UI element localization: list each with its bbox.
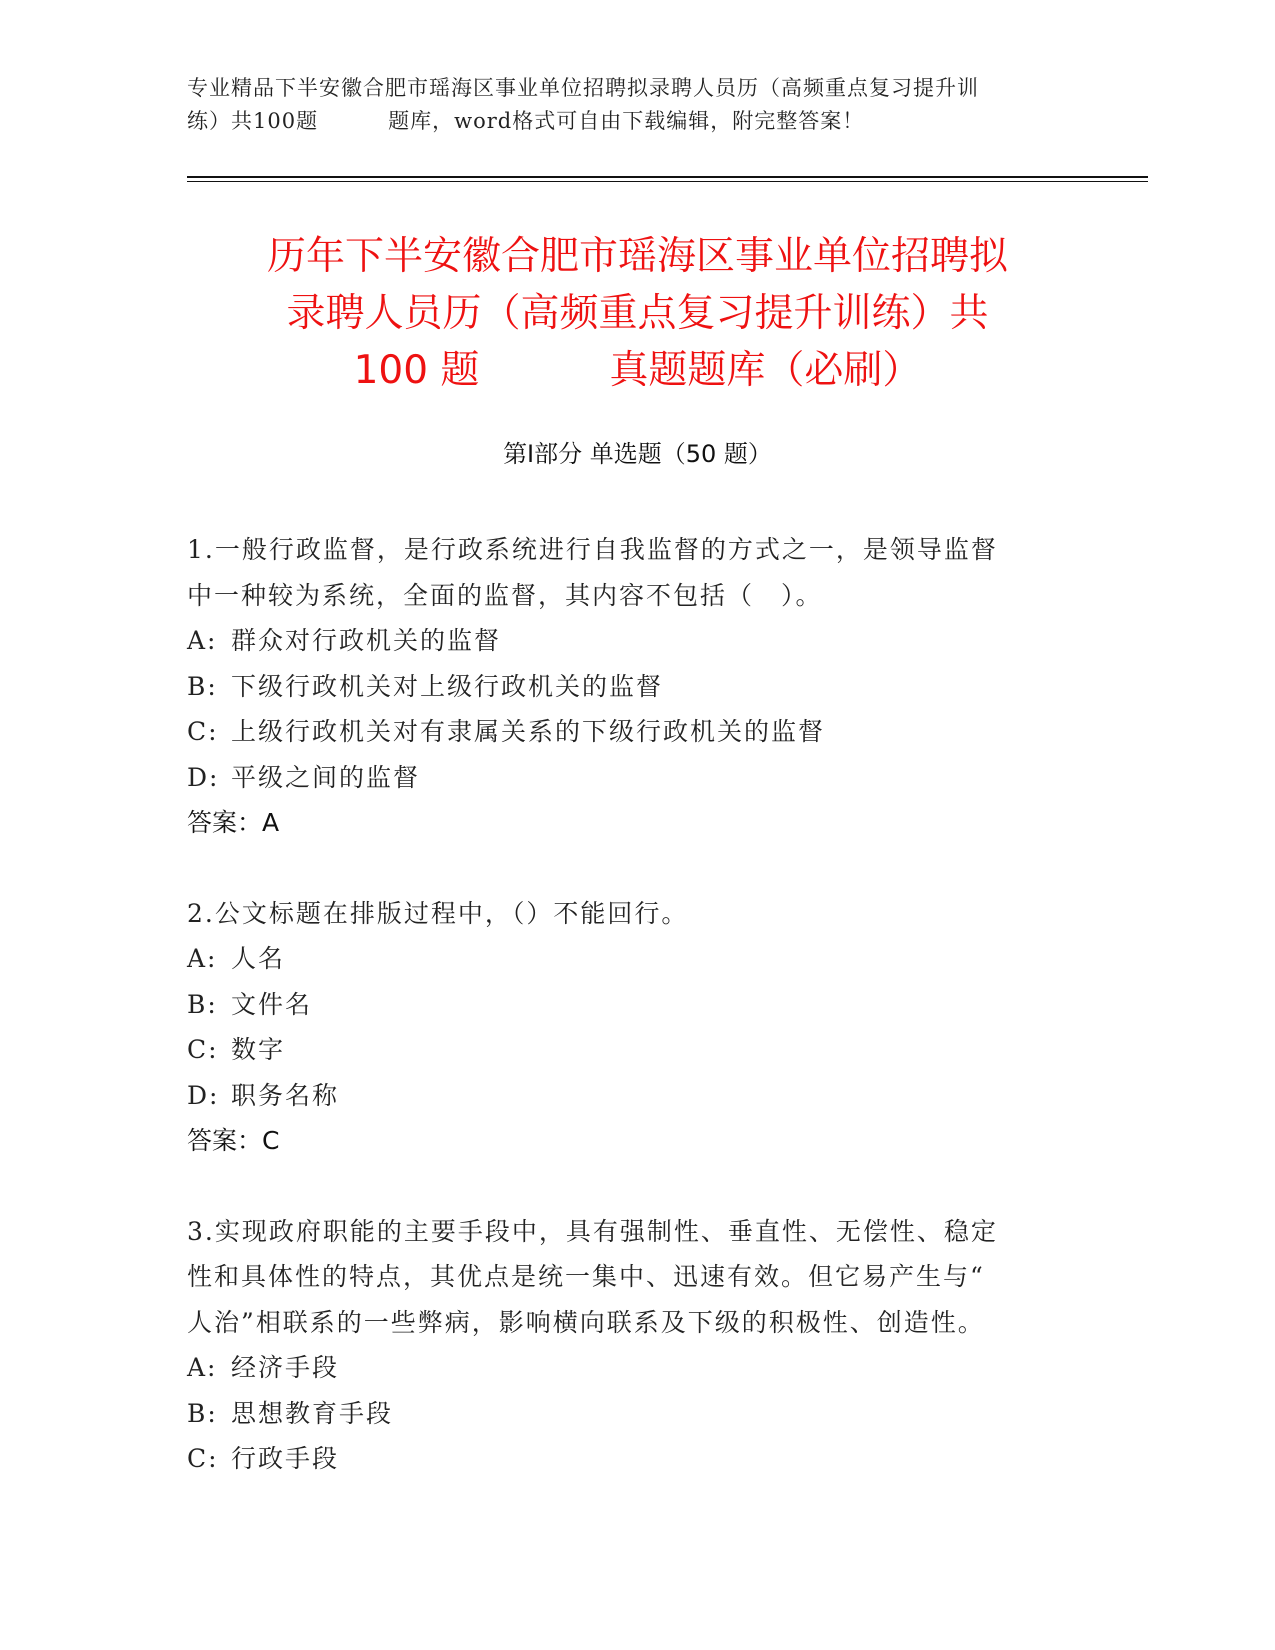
option-d — [187, 1073, 1067, 1119]
title-line-3-b: 真题题库（必刷） — [609, 348, 922, 393]
header-note-line-2 — [187, 105, 1087, 138]
option-c — [187, 1436, 1067, 1482]
option-key: B: — [187, 989, 218, 1019]
header-note-line-2-a: 练）共100题 — [187, 109, 319, 133]
option-text: 人名 — [231, 944, 286, 973]
option-text: 文件名 — [231, 989, 313, 1019]
option-key: D: — [187, 1080, 220, 1110]
answer: 答案：A — [187, 808, 280, 837]
option-key: B: — [187, 1398, 218, 1428]
question-stem: 中一种较为系统，全面的监督，其内容不包括（ ）。 — [187, 580, 823, 610]
question-stem: 2.公文标题在排版过程中，（）不能回行。 — [187, 898, 689, 928]
option-key: D: — [187, 762, 220, 792]
title-line-1: 历年下半安徽合肥市瑶海区事业单位招聘拟 — [266, 234, 1008, 279]
option-d — [187, 755, 1067, 801]
option-a — [187, 936, 1067, 982]
option-text: 群众对行政机关的监督 — [231, 626, 502, 655]
header-note — [187, 72, 1087, 138]
option-text: 思想教育手段 — [231, 1398, 394, 1428]
option-a — [187, 618, 1067, 664]
option-text: 上级行政机关对有隶属关系的下级行政机关的监督 — [231, 717, 826, 746]
option-c — [187, 709, 1067, 755]
question-1 — [187, 527, 1067, 846]
option-b — [187, 1391, 1067, 1437]
option-text: 数字 — [231, 1035, 286, 1064]
question-stem: 人治”相联系的一些弊病，影响横向联系及下级的积极性、创造性。 — [187, 1307, 985, 1337]
header-note-line-2-b: 题库，word格式可自由下载编辑，附完整答案！ — [388, 109, 865, 133]
option-key: C: — [187, 717, 219, 746]
title-line-2: 录聘人员历（高频重点复习提升训练）共 — [286, 291, 989, 336]
question-list — [187, 527, 1067, 1527]
option-text: 经济手段 — [231, 1353, 340, 1382]
option-b — [187, 982, 1067, 1028]
section-heading: 第Ⅰ部分 单选题（50 题） — [503, 440, 772, 468]
document-title — [150, 228, 1125, 399]
header-divider-thick — [187, 176, 1148, 178]
option-a — [187, 1345, 1067, 1391]
answer: 答案：C — [187, 1126, 280, 1155]
option-key: A: — [187, 626, 218, 655]
question-stem: 3.实现政府职能的主要手段中，具有强制性、垂直性、无偿性、稳定 — [187, 1216, 998, 1246]
option-c — [187, 1027, 1067, 1073]
header-divider-thin — [187, 181, 1148, 182]
title-line-3 — [150, 342, 1125, 399]
option-text: 行政手段 — [231, 1444, 340, 1473]
option-key: C: — [187, 1035, 219, 1064]
option-text: 职务名称 — [231, 1080, 340, 1110]
option-b — [187, 664, 1067, 710]
option-key: B: — [187, 671, 218, 701]
option-key: C: — [187, 1444, 219, 1473]
question-3 — [187, 1209, 1067, 1482]
option-key: A: — [187, 944, 218, 973]
option-key: A: — [187, 1353, 218, 1382]
title-line-3-a: 100 题 — [353, 348, 480, 393]
option-text: 平级之间的监督 — [231, 762, 421, 792]
header-note-line-1: 专业精品下半安徽合肥市瑶海区事业单位招聘拟录聘人员历（高频重点复习提升训 — [187, 76, 979, 100]
question-2 — [187, 891, 1067, 1164]
option-text: 下级行政机关对上级行政机关的监督 — [231, 671, 664, 701]
question-stem: 性和具体性的特点，其优点是统一集中、迅速有效。但它易产生与“ — [187, 1262, 985, 1291]
question-stem: 1.一般行政监督，是行政系统进行自我监督的方式之一，是领导监督 — [187, 535, 998, 564]
